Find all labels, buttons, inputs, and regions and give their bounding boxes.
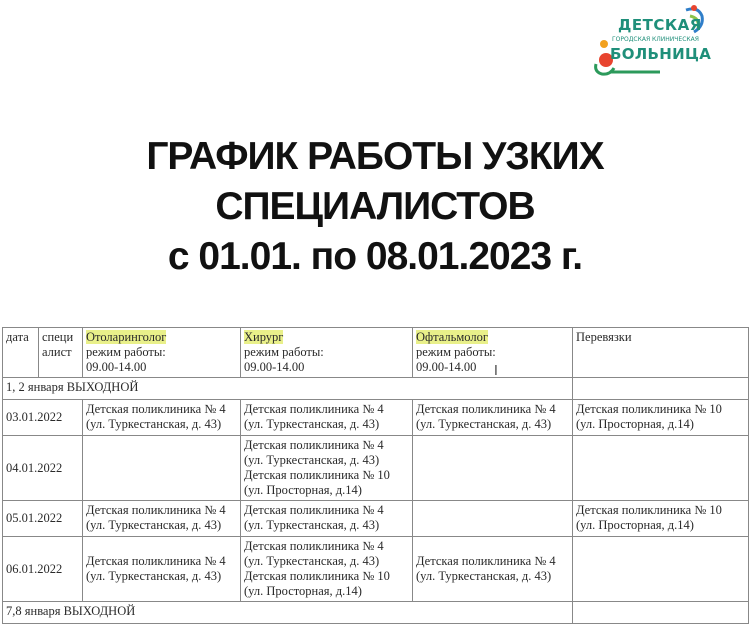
row-date: 04.01.2022: [3, 436, 83, 501]
cell-dressings: [573, 436, 749, 501]
cell-otolaryngologist: [83, 400, 241, 436]
table-row: [3, 436, 749, 501]
hospital-logo: [590, 2, 710, 78]
cell-line: (ул. Туркестанская, д. 43): [86, 518, 222, 532]
logo-text-line2: ГОРОДСКАЯ КЛИНИЧЕСКАЯ: [612, 36, 699, 43]
cell-ophthalmologist: [413, 400, 573, 436]
cell-line: Детская поликлиника № 4: [416, 554, 556, 568]
cell-dressings: [573, 501, 749, 537]
header-date: дата: [3, 328, 39, 378]
title-line-1: ГРАФИК РАБОТЫ УЗКИХ: [146, 135, 604, 178]
page-title: [0, 132, 750, 282]
schedule-table: [2, 327, 749, 624]
cell-line: (ул. Туркестанская, д. 43): [416, 417, 552, 431]
header-otolaryngologist: [83, 328, 241, 378]
cell-line: (ул. Просторная, д.14): [244, 584, 362, 598]
table-row: [3, 537, 749, 602]
cell-surgeon: [241, 501, 413, 537]
cell-line: Детская поликлиника № 4: [416, 402, 556, 416]
cell-ophthalmologist: [413, 436, 573, 501]
holiday-empty-cell: [573, 378, 749, 400]
cell-dressings: [573, 537, 749, 602]
cell-line: Детская поликлиника № 4: [86, 554, 226, 568]
header-dressings: Перевязки: [573, 328, 749, 378]
cell-line: Детская поликлиника № 4: [244, 503, 384, 517]
row-date: 06.01.2022: [3, 537, 83, 602]
logo-text-line1: ДЕТСКАЯ: [618, 16, 702, 34]
cell-line: (ул. Туркестанская, д. 43): [86, 417, 222, 431]
cell-ophthalmologist: [413, 501, 573, 537]
cell-line: Детская поликлиника № 4: [244, 402, 384, 416]
cell-line: Детская поликлиника № 10: [576, 503, 722, 517]
header-col1-name: Отоларинголог: [86, 330, 167, 344]
cell-line: Детская поликлиника № 4: [244, 539, 384, 553]
row-date: 03.01.2022: [3, 400, 83, 436]
cell-line: (ул. Туркестанская, д. 43): [244, 417, 380, 431]
cell-line: Детская поликлиника № 4: [86, 503, 226, 517]
cell-line: Детская поликлиника № 10: [576, 402, 722, 416]
cell-dressings: [573, 400, 749, 436]
cell-otolaryngologist: [83, 436, 241, 501]
header-col1-hours: 09.00-14.00: [86, 360, 147, 374]
cell-line: Детская поликлиника № 10: [244, 569, 390, 583]
cell-line: (ул. Туркестанская, д. 43): [86, 569, 222, 583]
cell-line: Детская поликлиника № 4: [86, 402, 226, 416]
header-col2-name: Хирург: [244, 330, 284, 344]
header-col3-hours: 09.00-14.00: [416, 360, 477, 374]
cell-line: (ул. Туркестанская, д. 43): [416, 569, 552, 583]
header-specialist-line2: алист: [42, 345, 72, 359]
table-header-row: [3, 328, 749, 378]
cell-line: (ул. Просторная, д.14): [576, 417, 694, 431]
header-ophthalmologist: [413, 328, 573, 378]
text-cursor-icon: I: [494, 364, 498, 379]
title-line-2: СПЕЦИАЛИСТОВ: [215, 185, 535, 228]
cell-line: (ул. Просторная, д.14): [576, 518, 694, 532]
header-specialist-line1: специ: [42, 330, 74, 344]
cell-surgeon: [241, 537, 413, 602]
table-row: [3, 400, 749, 436]
cell-otolaryngologist: [83, 537, 241, 602]
header-surgeon: [241, 328, 413, 378]
cell-surgeon: [241, 436, 413, 501]
cell-line: (ул. Туркестанская, д. 43): [244, 554, 380, 568]
logo-text-line3: БОЛЬНИЦА: [610, 45, 712, 63]
cell-surgeon: [241, 400, 413, 436]
cell-line: Детская поликлиника № 4: [244, 438, 384, 452]
header-specialist: [39, 328, 83, 378]
header-col1-mode: режим работы:: [86, 345, 166, 359]
holiday-text: 7,8 января ВЫХОДНОЙ: [3, 602, 573, 624]
header-col3-mode: режим работы:: [416, 345, 496, 359]
cell-otolaryngologist: [83, 501, 241, 537]
table-row: [3, 501, 749, 537]
title-line-3: с 01.01. по 08.01.2023 г.: [167, 235, 583, 278]
cell-line: (ул. Туркестанская, д. 43): [244, 518, 380, 532]
row-date: 05.01.2022: [3, 501, 83, 537]
header-col2-mode: режим работы:: [244, 345, 324, 359]
header-col3-name: Офтальмолог: [416, 330, 488, 344]
header-col2-hours: 09.00-14.00: [244, 360, 305, 374]
holiday-text: 1, 2 января ВЫХОДНОЙ: [3, 378, 573, 400]
cell-ophthalmologist: [413, 537, 573, 602]
cell-line: (ул. Туркестанская, д. 43): [244, 453, 380, 467]
holiday-row: [3, 378, 749, 400]
holiday-empty-cell: [573, 602, 749, 624]
cell-line: Детская поликлиника № 10: [244, 468, 390, 482]
cell-line: (ул. Просторная, д.14): [244, 483, 362, 497]
holiday-row: [3, 602, 749, 624]
